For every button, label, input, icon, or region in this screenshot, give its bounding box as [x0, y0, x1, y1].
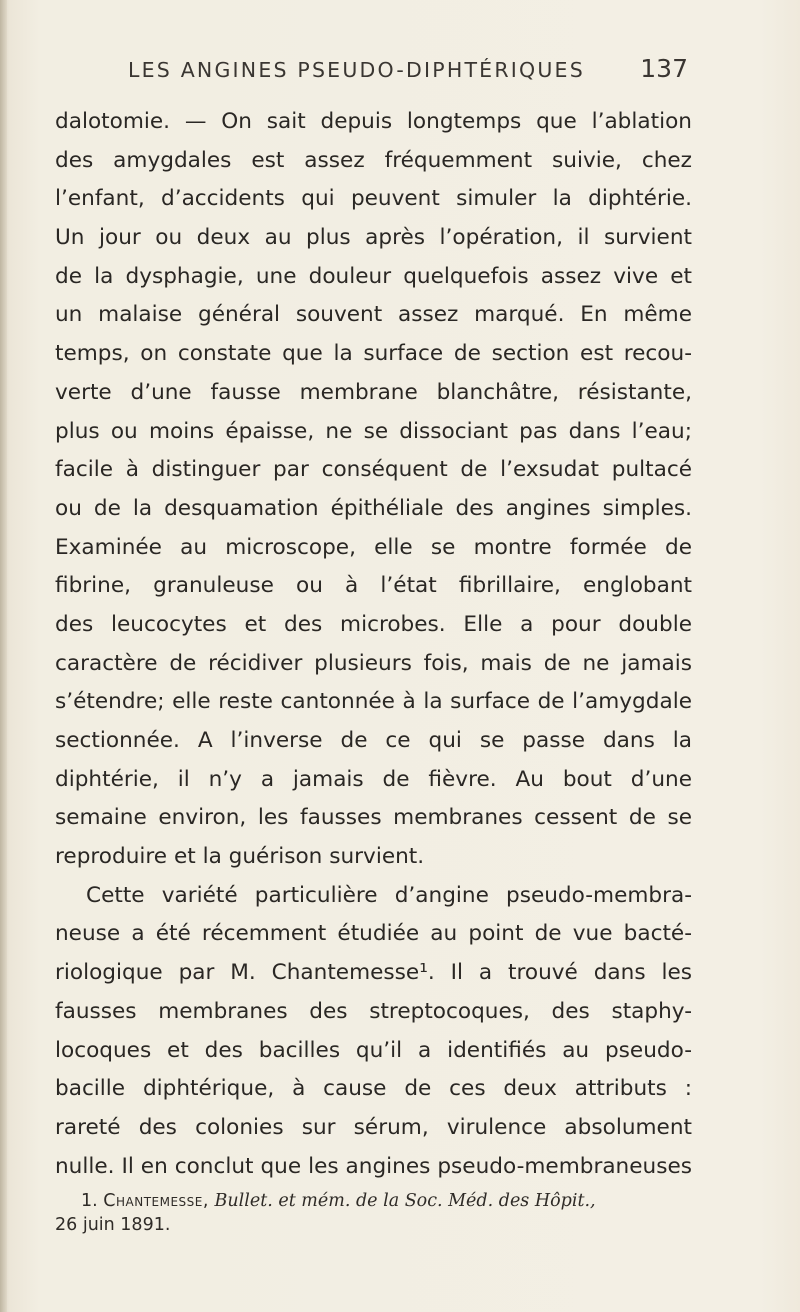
text-line: des amygdales est assez fréquemment suivie, chez	[55, 147, 692, 173]
text-line: un malaise général souvent assez marqué. En même	[55, 302, 692, 328]
text-line: facile à distinguer par conséquent de l’exsudat pultacé	[55, 457, 692, 483]
text-line: rareté des colonies sur sérum, virulence absolument	[55, 1114, 692, 1140]
text-line: sectionnée. A l’inverse de ce qui se passe dans la	[55, 728, 692, 753]
text-line: temps, on constate que la surface de section est recou-	[55, 341, 692, 367]
footnote-citation: Bullet. et mém. de la Soc. Méd. des Hôpit.,	[214, 1191, 596, 1211]
text-line: des leucocytes et des microbes. Elle a pour double	[55, 611, 692, 637]
text-line: plus ou moins épaisse, ne se dissociant pas dans l’eau;	[55, 418, 692, 444]
text-line: caractère de récidiver plusieurs fois, mais de ne jamais	[55, 650, 692, 676]
running-head	[128, 54, 688, 88]
text-line: s’étendre; elle reste cantonnée à la surface de l’amygdale	[55, 689, 692, 715]
text-line: Examinée au microscope, elle se montre formée de	[55, 534, 692, 560]
text-line: bacille diphtérique, à cause de ces deux attributs :	[55, 1076, 692, 1102]
page-number: 137	[640, 54, 688, 83]
text-line: de la dysphagie, une douleur quelquefois assez vive et	[55, 263, 692, 289]
text-line: locoques et des bacilles qu’il a identifiés au pseudo-	[55, 1037, 692, 1063]
text-line: ou de la desquamation épithéliale des angines simples.	[55, 495, 692, 521]
text-line: verte d’une fausse membrane blanchâtre, résistante,	[55, 379, 692, 405]
footnote-number: 1.	[81, 1191, 98, 1211]
text-line: l’enfant, d’accidents qui peuvent simuler la diphtérie.	[55, 186, 692, 212]
paragraph-end-line: reproduire et la guérison survient.	[55, 844, 425, 870]
text-line: fibrine, granuleuse ou à l’état fibrillaire, englobant	[55, 573, 692, 599]
footnote	[55, 1189, 695, 1237]
text-line: Un jour ou deux au plus après l’opération, il survient	[55, 225, 692, 251]
text-line: dalotomie. — On sait depuis longtemps que l’ablation	[55, 109, 692, 134]
text-line: nulle. Il en conclut que les angines pseudo-membraneuses	[55, 1153, 692, 1179]
text-line: diphtérie, il n’y a jamais de fièvre. Au bout d’une	[55, 766, 692, 792]
text-line: riologique par M. Chantemesse¹. Il a trouvé dans les	[55, 960, 692, 986]
running-title: LES ANGINES PSEUDO-DIPHTÉRIQUES	[128, 58, 585, 82]
footnote-date: 26 juin 1891.	[55, 1215, 171, 1235]
page-gutter-shadow	[0, 0, 7, 1312]
body-text	[55, 103, 692, 1186]
paragraph-start-line: Cette variété particulière d’angine pseudo-membra-	[86, 882, 692, 908]
text-line: neuse a été récemment étudiée au point de vue bacté-	[55, 921, 692, 947]
text-line: semaine environ, les fausses membranes cessent de se	[55, 805, 692, 831]
text-line: fausses membranes des streptocoques, des staphy-	[55, 998, 692, 1024]
footnote-author: Chantemesse,	[103, 1191, 209, 1211]
footnote-line	[55, 1189, 695, 1213]
